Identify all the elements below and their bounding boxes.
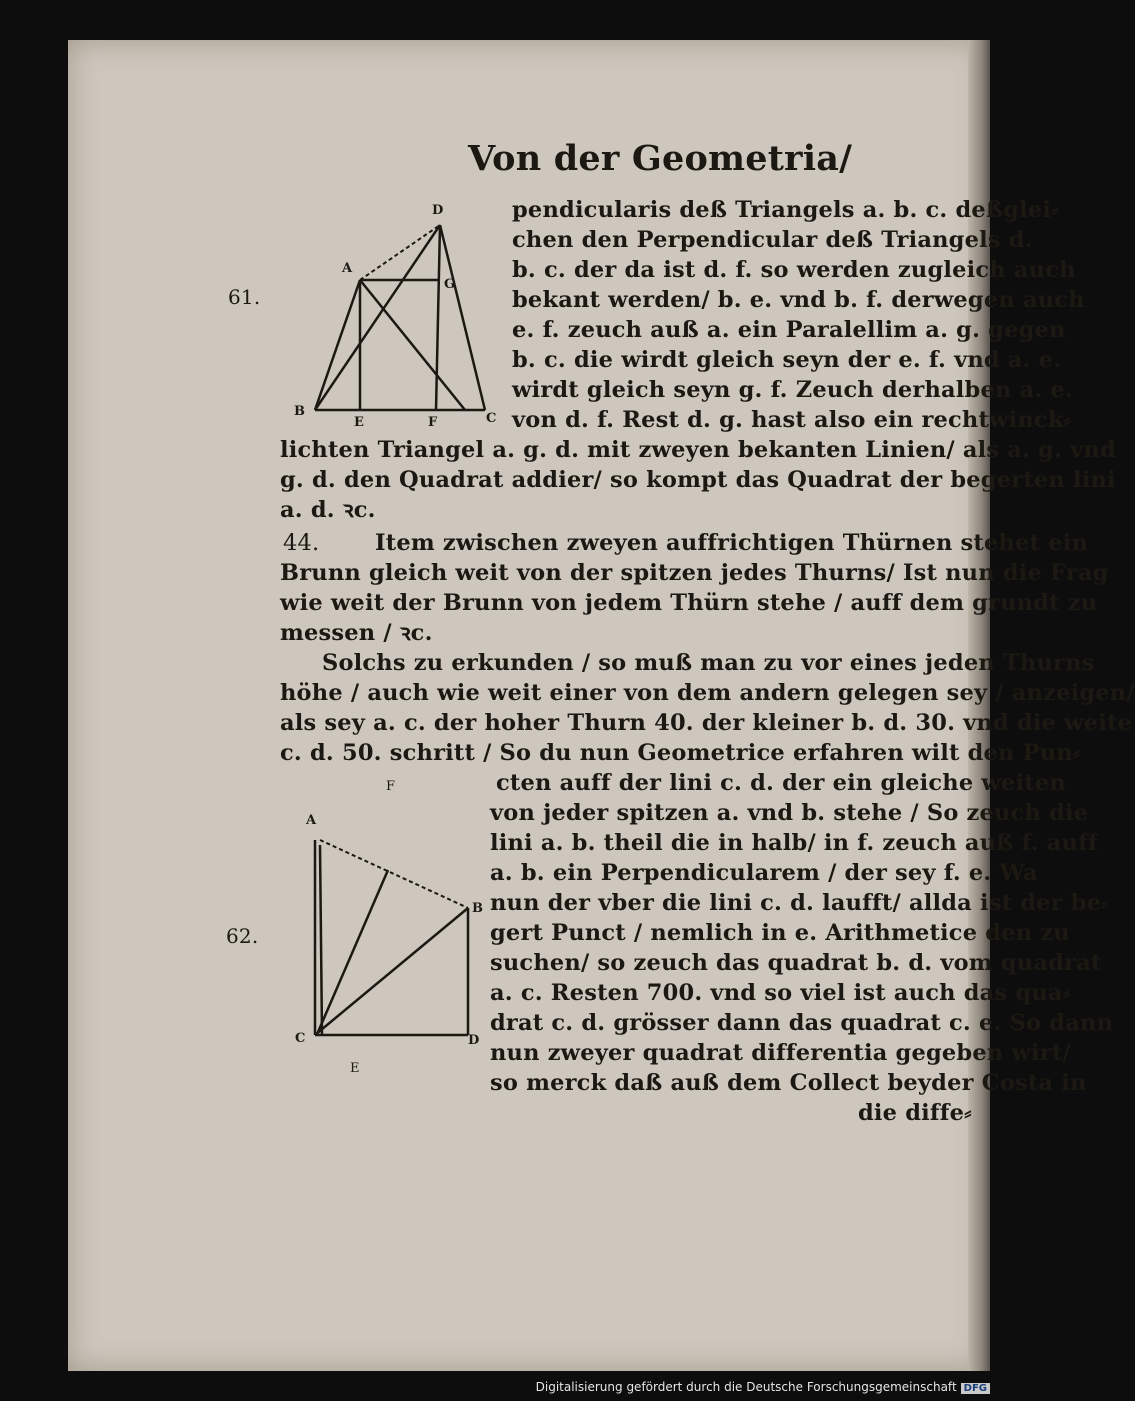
paragraph-block-4 bbox=[490, 768, 1113, 1128]
paragraph-block-1 bbox=[512, 195, 1085, 435]
text-line: wirdt gleich seyn g. f. Zeuch derhalben a. e. bbox=[512, 377, 1073, 403]
line-ad-dashed bbox=[360, 225, 440, 280]
line-ca-inner bbox=[320, 845, 322, 1035]
text-line: cten auff der lini c. d. der ein gleiche weiten bbox=[496, 770, 1066, 796]
line-cb bbox=[315, 908, 468, 1035]
label-d: D bbox=[432, 203, 444, 218]
text-line: drat c. d. grösser dann das quadrat c. e. So dann bbox=[490, 1010, 1114, 1036]
line-ab-dashed bbox=[320, 840, 468, 908]
text-line: nun zweyer quadrat differentia gegeben wirt/ bbox=[490, 1040, 1071, 1066]
text-line: die diffe⸗ bbox=[858, 1100, 972, 1126]
label-f: F bbox=[428, 415, 438, 430]
label-g: G bbox=[444, 277, 456, 292]
line-ac bbox=[360, 280, 465, 410]
figure-towers-diagram bbox=[290, 770, 490, 1080]
line-df bbox=[436, 225, 440, 410]
text-line: wie weit der Brunn von jedem Thürn stehe / auff dem grundt zu bbox=[280, 590, 1098, 616]
text-line: lichten Triangel a. g. d. mit zweyen bekanten Linien/ als a. g. vnd bbox=[280, 437, 1116, 463]
line-db bbox=[315, 225, 440, 410]
text-line: bekant werden/ b. e. vnd b. f. derwegen auch bbox=[512, 287, 1085, 313]
paragraph-block-2 bbox=[280, 435, 1116, 525]
dfg-logo: DFG bbox=[961, 1383, 990, 1394]
footer bbox=[0, 1380, 990, 1394]
paragraph-block-3 bbox=[280, 528, 1135, 768]
text-line: pendicularis deß Triangels a. b. c. deßglei⸗ bbox=[512, 197, 1059, 223]
text-line: b. c. der da ist d. f. so werden zugleich auch bbox=[512, 257, 1076, 283]
label-c: C bbox=[486, 411, 497, 426]
text-line: a. d. ꝛc. bbox=[280, 497, 376, 523]
text-line: nun der vber die lini c. d. laufft/ allda ist der be⸗ bbox=[490, 890, 1109, 916]
label-e: E bbox=[350, 1061, 360, 1076]
label-e: E bbox=[354, 415, 364, 430]
text-line: lini a. b. theil die in halb/ in f. zeuch auß f. auff bbox=[490, 830, 1098, 856]
label-b: B bbox=[294, 404, 305, 419]
text-line: Solchs zu erkunden / so muß man zu vor eines jeden Thurns bbox=[322, 650, 1095, 676]
label-a: A bbox=[306, 813, 317, 828]
figure-trapezoid-diagram bbox=[290, 200, 505, 435]
text-line: g. d. den Quadrat addier/ so kompt das Quadrat der begerten lini bbox=[280, 467, 1116, 493]
label-b: B bbox=[472, 901, 483, 916]
text-line: so merck daß auß dem Collect beyder Costa in bbox=[490, 1070, 1087, 1096]
footer-text: Digitalisierung gefördert durch die Deutsche Forschungsgemeinschaft bbox=[535, 1380, 957, 1394]
section-number: 44. bbox=[283, 530, 320, 556]
margin-number-62: 62. bbox=[226, 924, 259, 948]
page-title: Von der Geometria/ bbox=[468, 138, 853, 179]
line-dc bbox=[440, 225, 485, 410]
text-line: von d. f. Rest d. g. hast also ein rechtwinck⸗ bbox=[512, 407, 1072, 433]
text-line: höhe / auch wie weit einer von dem andern gelegen sey / anzeigen/ bbox=[280, 680, 1135, 706]
text-line: e. f. zeuch auß a. ein Paralellim a. g. gegen bbox=[512, 317, 1066, 343]
label-f: F bbox=[386, 779, 396, 794]
text-line: Brunn gleich weit von der spitzen jedes Thurns/ Ist nun die Frag bbox=[280, 560, 1109, 586]
label-a: A bbox=[342, 261, 353, 276]
line-ba bbox=[315, 280, 360, 410]
text-line: messen / ꝛc. bbox=[280, 620, 433, 646]
text-line: suchen/ so zeuch das quadrat b. d. vom quadrat bbox=[490, 950, 1102, 976]
text-line: c. d. 50. schritt / So du nun Geometrice erfahren wilt den Pun⸗ bbox=[280, 740, 1081, 766]
text-line: Item zwischen zweyen auffrichtigen Thürnen stehet ein bbox=[375, 530, 1089, 556]
line-fe bbox=[318, 870, 388, 1032]
text-line: chen den Perpendicular deß Triangels d. bbox=[512, 227, 1033, 253]
label-d: D bbox=[468, 1033, 480, 1048]
margin-number-61: 61. bbox=[228, 285, 261, 309]
text-line: b. c. die wirdt gleich seyn der e. f. vnd a. e. bbox=[512, 347, 1062, 373]
text-line: als sey a. c. der hoher Thurn 40. der kleiner b. d. 30. vnd die weite bbox=[280, 710, 1133, 736]
text-line: gert Punct / nemlich in e. Arithmetice den zu bbox=[490, 920, 1070, 946]
text-line: a. c. Resten 700. vnd so viel ist auch das qua⸗ bbox=[490, 980, 1071, 1006]
label-c: C bbox=[295, 1031, 306, 1046]
text-line: von jeder spitzen a. vnd b. stehe / So zeuch die bbox=[490, 800, 1089, 826]
text-line: a. b. ein Perpendicularem / der sey f. e. Wa bbox=[490, 860, 1038, 886]
